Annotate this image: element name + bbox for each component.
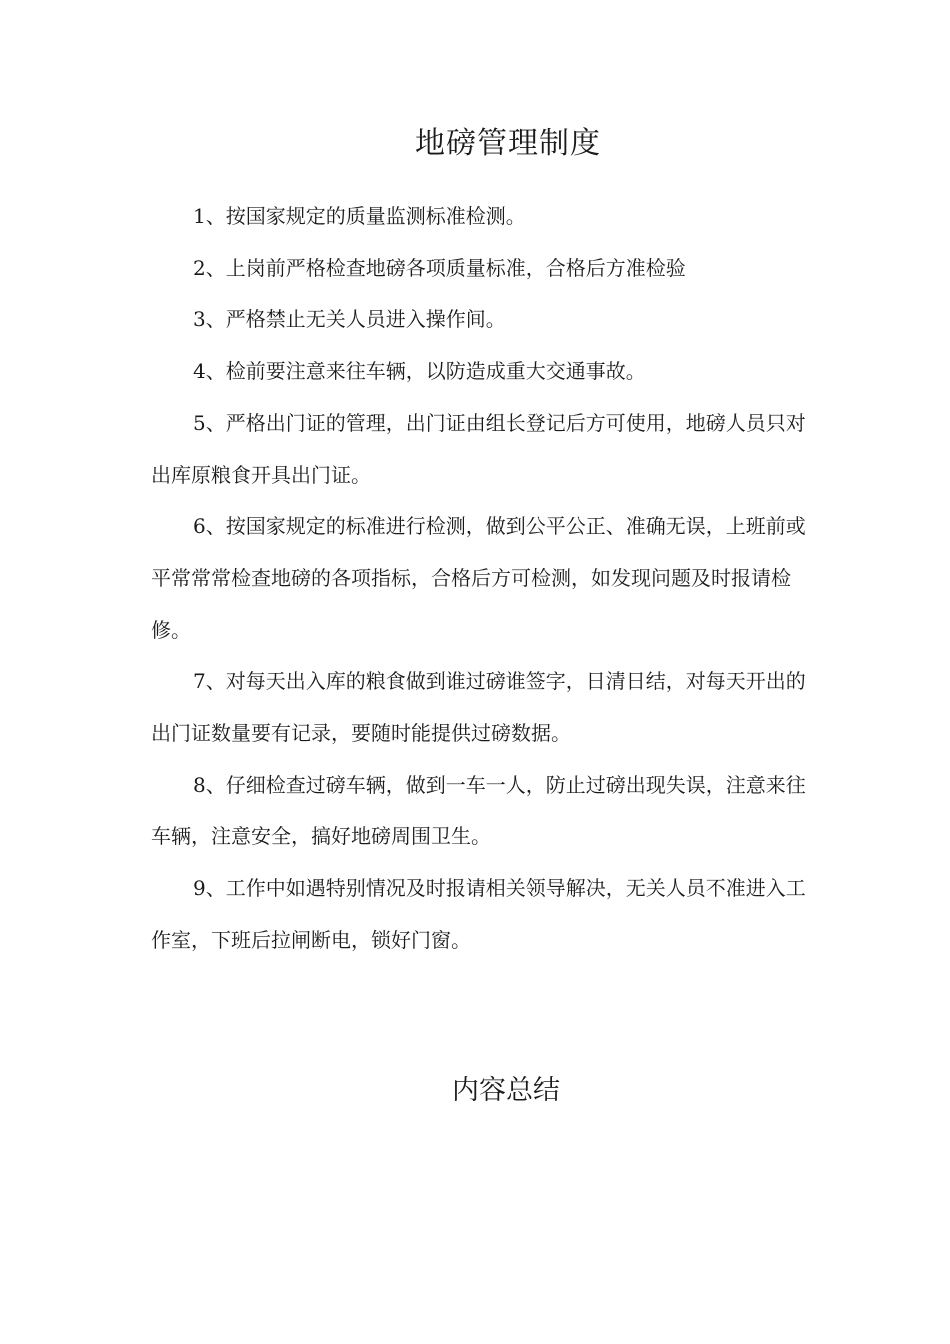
summary-heading: 内容总结 bbox=[452, 1075, 560, 1106]
rule-item-1: 1、按国家规定的质量监测标准检测。 bbox=[193, 204, 526, 228]
rules-list bbox=[151, 191, 811, 967]
rule-item-6: 6、按国家规定的标准进行检测，做到公平公正、准确无误，上班前或平常常常检查地磅的各项指标，合格后方可检测，如发现问题及时报请检修。 bbox=[151, 514, 806, 642]
rule-item-3: 3、严格禁止无关人员进入操作间。 bbox=[193, 307, 506, 332]
rule-item-7: 7、对每天出入库的粮食做到谁过磅谁签字，日清日结，对每天开出的出门证数量要有记录，要随时能提供过磅数据。 bbox=[151, 669, 806, 746]
rule-item-4: 4、检前要注意来往车辆，以防造成重大交通事故。 bbox=[193, 359, 646, 384]
document-title: 地磅管理制度 bbox=[415, 126, 601, 161]
rule-item-5: 5、严格出门证的管理，出门证由组长登记后方可使用，地磅人员只对出库原粮食开具出门证。 bbox=[151, 410, 806, 487]
rule-item-8: 8、仔细检查过磅车辆，做到一车一人，防止过磅出现失误，注意来往车辆，注意安全，搞好地磅周围卫生。 bbox=[151, 772, 806, 849]
rule-item-9: 9、工作中如遇特别情况及时报请相关领导解决，无关人员不准进入工作室，下班后拉闸断电，锁好门窗。 bbox=[151, 876, 806, 952]
rule-item-2: 2、上岗前严格检查地磅各项质量标准，合格后方准检验 bbox=[193, 255, 686, 280]
